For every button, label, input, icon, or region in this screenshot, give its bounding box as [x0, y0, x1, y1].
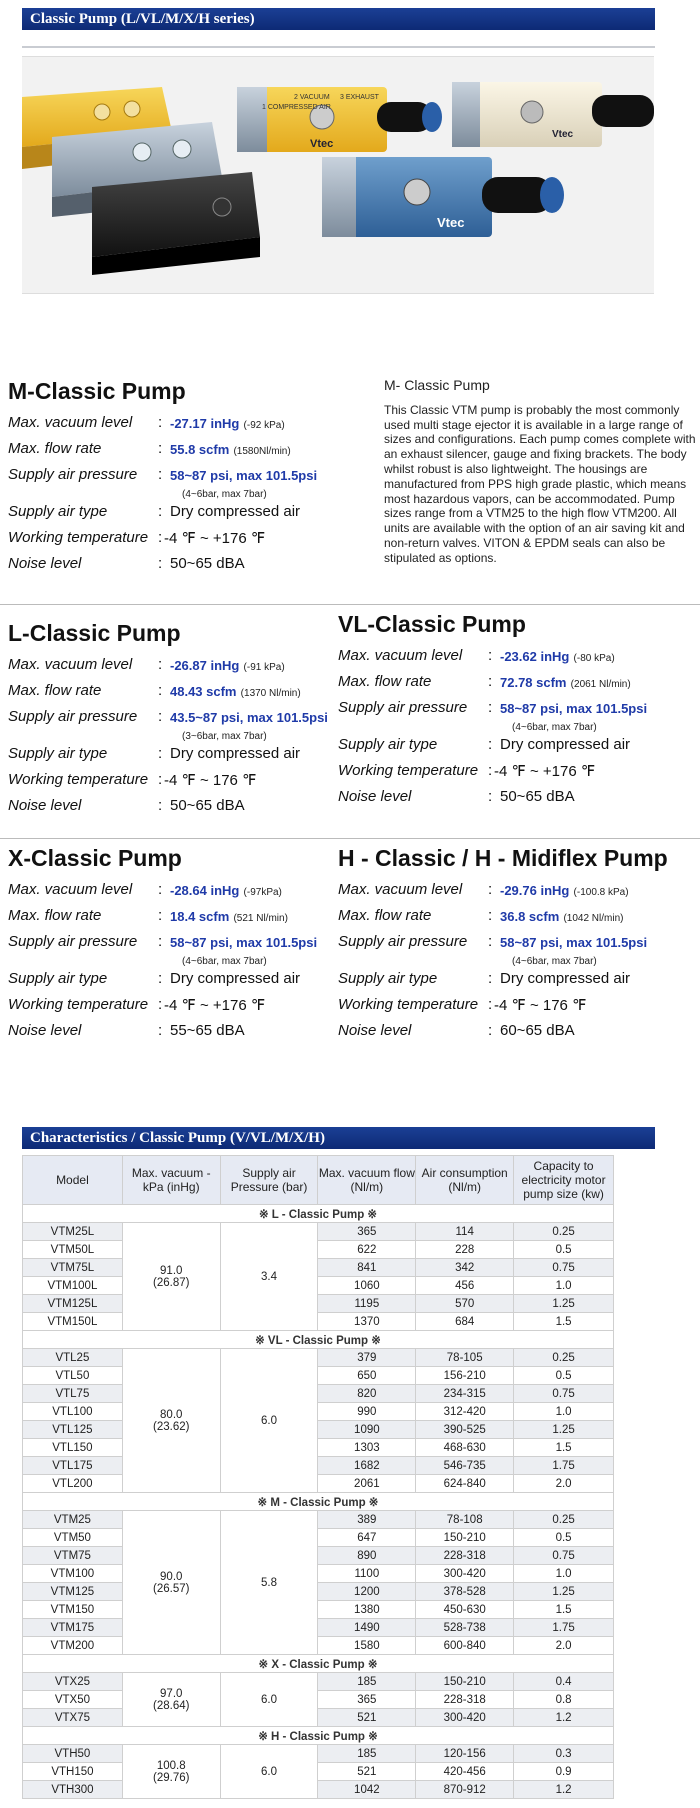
table-cell: 234-315	[416, 1385, 514, 1403]
vacuum-inhg: (28.64)	[153, 1699, 190, 1712]
table-row	[23, 1691, 614, 1709]
section-title: ※ H - Classic Pump ※	[23, 1727, 614, 1745]
spec-label: Noise level	[338, 1022, 412, 1039]
spec-label: Max. vacuum level	[338, 881, 463, 898]
brand-logo: Vtec	[552, 129, 574, 140]
table-cell: 150-210	[416, 1529, 514, 1547]
column-header: Max. vacuum -kPa (inHg)	[122, 1156, 220, 1205]
table-row	[23, 1619, 614, 1637]
table-cell: 2061	[318, 1475, 416, 1493]
column-header: Model	[23, 1156, 123, 1205]
table-cell: 890	[318, 1547, 416, 1565]
table-cell: VTL25	[23, 1349, 123, 1367]
table-cell: 1.25	[514, 1583, 614, 1601]
table-cell: 1.2	[514, 1709, 614, 1727]
pump-illustration	[22, 57, 654, 293]
section-title: ※ M - Classic Pump ※	[23, 1493, 614, 1511]
description-title: M- Classic Pump	[384, 377, 490, 393]
characteristics-table	[22, 1155, 614, 1799]
table-row	[23, 1403, 614, 1421]
section-title: ※ X - Classic Pump ※	[23, 1655, 614, 1673]
divider	[22, 46, 655, 48]
table-body	[23, 1205, 614, 1799]
table-cell: 624-840	[416, 1475, 514, 1493]
table-cell: 0.5	[514, 1529, 614, 1547]
spec-label: Max. flow rate	[338, 673, 432, 690]
table-cell: 0.25	[514, 1223, 614, 1241]
section-title: ※ L - Classic Pump ※	[23, 1205, 614, 1223]
spec-label: Working temperature	[8, 529, 149, 546]
table-cell: VTL50	[23, 1367, 123, 1385]
table-cell: 1682	[318, 1457, 416, 1475]
table-cell: 450-630	[416, 1601, 514, 1619]
table-cell: VTM175	[23, 1619, 123, 1637]
spec-value: -29.76 inHg	[500, 883, 570, 898]
spec-label: Max. vacuum level	[338, 647, 463, 664]
table-row	[23, 1259, 614, 1277]
table-cell: 684	[416, 1313, 514, 1331]
table-header-row	[23, 1156, 614, 1205]
table-cell: 622	[318, 1241, 416, 1259]
table-cell: 120-156	[416, 1745, 514, 1763]
vacuum-inhg: (29.76)	[153, 1771, 190, 1784]
table-cell: 185	[318, 1745, 416, 1763]
spec-label: Noise level	[8, 555, 82, 572]
vacuum-kpa: 97.0	[160, 1687, 183, 1700]
table-row	[23, 1241, 614, 1259]
spec-value: -4 ℉ ~ 176 ℉	[494, 997, 587, 1014]
table-cell: 0.25	[514, 1349, 614, 1367]
table-row	[23, 1511, 614, 1529]
spec-label: Supply air type	[8, 745, 108, 762]
table-row	[23, 1367, 614, 1385]
divider	[0, 838, 700, 839]
table-cell: 990	[318, 1403, 416, 1421]
spec-label: Noise level	[8, 1022, 82, 1039]
spec-value: Dry compressed air	[170, 745, 301, 762]
table-cell: VTX75	[23, 1709, 123, 1727]
vacuum-cell	[122, 1511, 220, 1655]
spec-value: 58~87 psi, max 101.5psi	[170, 468, 318, 483]
table-cell: 1370	[318, 1313, 416, 1331]
table-cell: 1.5	[514, 1601, 614, 1619]
table-row	[23, 1763, 614, 1781]
spec-label: Noise level	[338, 788, 412, 805]
table-cell: 528-738	[416, 1619, 514, 1637]
spec-sub: (4~6bar, max 7bar)	[182, 956, 267, 967]
spec-sub: (-92 kPa)	[243, 420, 285, 431]
table-cell: 0.75	[514, 1385, 614, 1403]
table-cell: 389	[318, 1511, 416, 1529]
table-cell: VTL175	[23, 1457, 123, 1475]
table-cell: 521	[318, 1709, 416, 1727]
table-section-row	[23, 1727, 614, 1745]
table-row	[23, 1529, 614, 1547]
spec-label: Working temperature	[338, 996, 479, 1013]
spec-label: Working temperature	[8, 996, 149, 1013]
table-cell: VTM150	[23, 1601, 123, 1619]
spec-value: 55.8 scfm	[170, 442, 230, 457]
spec-label: Working temperature	[8, 771, 149, 788]
spec-sub: (-97kPa)	[243, 887, 282, 898]
table-cell: 1042	[318, 1781, 416, 1799]
table-row	[23, 1457, 614, 1475]
spec-label: Supply air pressure	[8, 933, 138, 950]
table-cell: 0.8	[514, 1691, 614, 1709]
table-row	[23, 1673, 614, 1691]
spec-sub: (1580Nl/min)	[233, 446, 291, 457]
table-cell: 378-528	[416, 1583, 514, 1601]
table-row	[23, 1637, 614, 1655]
section-title: ※ VL - Classic Pump ※	[23, 1331, 614, 1349]
table-header-bar: Characteristics / Classic Pump (V/VL/M/X/H)	[22, 1127, 655, 1149]
table-cell: 1090	[318, 1421, 416, 1439]
spec-label: Supply air pressure	[338, 699, 468, 716]
table-cell: VTM50	[23, 1529, 123, 1547]
m-classic-specs: M-Classic Pump Max. vacuum level : -27.17 inHg (-92 kPa) Max. flow rate : 55.8 scfm (1580Nl/min) Supply air pressure : 58~87 psi, max 101.5psi (4~6bar, max 7bar) Supply air type : Dry compressed air Working temperature : -4 ℉ ~ +176 ℉ Noise level : 50~65 dBA	[8, 378, 378, 578]
spec-label: Supply air type	[8, 503, 108, 520]
table-cell: VTM125	[23, 1583, 123, 1601]
h-classic-title: H - Classic / H - Midiflex Pump	[338, 845, 668, 871]
spec-value: 18.4 scfm	[170, 909, 230, 924]
table-row	[23, 1223, 614, 1241]
spec-sub: (-91 kPa)	[243, 662, 285, 673]
table-cell: VTM25L	[23, 1223, 123, 1241]
vacuum-inhg: (26.87)	[153, 1276, 190, 1289]
table-cell: 1060	[318, 1277, 416, 1295]
spec-value: -4 ℉ ~ +176 ℉	[164, 530, 266, 547]
table-row	[23, 1313, 614, 1331]
vl-classic-title: VL-Classic Pump	[338, 611, 526, 637]
spec-label: Max. flow rate	[8, 907, 102, 924]
table-cell: 3.4	[220, 1223, 318, 1331]
spec-value: 58~87 psi, max 101.5psi	[170, 935, 318, 950]
table-cell: 228	[416, 1241, 514, 1259]
table-section-row	[23, 1655, 614, 1673]
spec-value: 55~65 dBA	[170, 1022, 245, 1039]
spec-value: Dry compressed air	[170, 503, 301, 520]
spec-sub: (-100.8 kPa)	[573, 887, 629, 898]
spec-value: 58~87 psi, max 101.5psi	[500, 701, 648, 716]
table-cell: 1.75	[514, 1619, 614, 1637]
table-cell: 1200	[318, 1583, 416, 1601]
table-cell: 1580	[318, 1637, 416, 1655]
table-cell: 2.0	[514, 1475, 614, 1493]
spec-value: Dry compressed air	[500, 736, 631, 753]
table-cell: 228-318	[416, 1547, 514, 1565]
table-cell: 1303	[318, 1439, 416, 1457]
spec-value: -23.62 inHg	[500, 649, 570, 664]
table-cell: 6.0	[220, 1349, 318, 1493]
spec-value: -27.17 inHg	[170, 416, 240, 431]
spec-value: -4 ℉ ~ 176 ℉	[164, 772, 257, 789]
table-cell: 300-420	[416, 1565, 514, 1583]
column-header: Max. vacuum flow (Nl/m)	[318, 1156, 416, 1205]
spec-value: 50~65 dBA	[170, 797, 245, 814]
table-cell: VTH50	[23, 1745, 123, 1763]
table-cell: VTM125L	[23, 1295, 123, 1313]
spec-sub: (4~6bar, max 7bar)	[512, 956, 597, 967]
vacuum-kpa: 90.0	[160, 1570, 183, 1583]
table-cell: 0.9	[514, 1763, 614, 1781]
spec-label: Max. flow rate	[338, 907, 432, 924]
table-row	[23, 1349, 614, 1367]
m-classic-title: M-Classic Pump	[8, 378, 186, 404]
spec-label: Max. flow rate	[8, 682, 102, 699]
table-cell: 468-630	[416, 1439, 514, 1457]
vacuum-kpa: 91.0	[160, 1264, 183, 1277]
brand-logo: Vtec	[437, 215, 465, 230]
l-classic-specs: L-Classic Pump Max. vacuum level : -26.87 inHg (-91 kPa) Max. flow rate : 48.43 scfm (1370 Nl/min) Supply air pressure : 43.5~87 psi, max 101.5psi (3~6bar, max 7bar) Supply air type : Dry compressed air Working temperature : -4 ℉ ~ 176 ℉ Noise level : 50~65 dBA	[8, 620, 338, 820]
table-cell: 5.8	[220, 1511, 318, 1655]
product-photo	[22, 56, 654, 294]
table-cell: VTM200	[23, 1637, 123, 1655]
spec-value: 50~65 dBA	[170, 555, 245, 572]
table-cell: VTH150	[23, 1763, 123, 1781]
spec-value: 43.5~87 psi, max 101.5psi	[170, 710, 328, 725]
column-header: Supply air Pressure (bar)	[220, 1156, 318, 1205]
spec-label: Supply air type	[338, 736, 438, 753]
table-cell: VTM75L	[23, 1259, 123, 1277]
table-cell: 650	[318, 1367, 416, 1385]
table-cell: 2.0	[514, 1637, 614, 1655]
spec-sub: (3~6bar, max 7bar)	[182, 731, 267, 742]
table-cell: 1.2	[514, 1781, 614, 1799]
x-classic-specs: X-Classic Pump Max. vacuum level : -28.64 inHg (-97kPa) Max. flow rate : 18.4 scfm (521 Nl/min) Supply air pressure : 58~87 psi, max 101.5psi (4~6bar, max 7bar) Supply air type : Dry compressed air Working temperature : -4 ℉ ~ +176 ℉ Noise level : 55~65 dBA	[8, 845, 338, 1045]
table-row	[23, 1583, 614, 1601]
table-cell: 570	[416, 1295, 514, 1313]
vacuum-cell	[122, 1349, 220, 1493]
table-cell: 6.0	[220, 1745, 318, 1799]
table-cell: 379	[318, 1349, 416, 1367]
table-cell: 300-420	[416, 1709, 514, 1727]
spec-value: Dry compressed air	[170, 970, 301, 987]
table-row	[23, 1475, 614, 1493]
table-cell: VTL75	[23, 1385, 123, 1403]
table-row	[23, 1745, 614, 1763]
spec-sub: (1370 Nl/min)	[240, 688, 301, 699]
spec-value: -4 ℉ ~ +176 ℉	[164, 997, 266, 1014]
table-cell: 0.3	[514, 1745, 614, 1763]
table-cell: 114	[416, 1223, 514, 1241]
spec-label: Supply air type	[338, 970, 438, 987]
spec-value: -4 ℉ ~ +176 ℉	[494, 763, 596, 780]
table-cell: 1.75	[514, 1457, 614, 1475]
spec-value: 72.78 scfm	[500, 675, 567, 690]
spec-label: Supply air pressure	[8, 708, 138, 725]
table-row	[23, 1295, 614, 1313]
table-cell: 600-840	[416, 1637, 514, 1655]
table-cell: 1.5	[514, 1439, 614, 1457]
table-row	[23, 1547, 614, 1565]
table-cell: 546-735	[416, 1457, 514, 1475]
vacuum-cell	[122, 1223, 220, 1331]
table-cell: 0.25	[514, 1511, 614, 1529]
spec-value: -28.64 inHg	[170, 883, 240, 898]
spec-value: 50~65 dBA	[500, 788, 575, 805]
spec-label: Supply air type	[8, 970, 108, 987]
header-bar: Classic Pump (L/VL/M/X/H series)	[22, 8, 655, 30]
spec-label: Max. vacuum level	[8, 656, 133, 673]
table-cell: 1.0	[514, 1403, 614, 1421]
table-cell: 420-456	[416, 1763, 514, 1781]
label-vacuum: 2 VACUUM	[294, 94, 330, 101]
spec-label: Max. vacuum level	[8, 881, 133, 898]
vacuum-kpa: 100.8	[156, 1759, 186, 1772]
spec-label: Supply air pressure	[8, 466, 138, 483]
table-cell: 312-420	[416, 1403, 514, 1421]
table-cell: 820	[318, 1385, 416, 1403]
spec-label: Max. vacuum level	[8, 414, 133, 431]
table-cell: 870-912	[416, 1781, 514, 1799]
table-cell: VTH300	[23, 1781, 123, 1799]
divider	[0, 604, 700, 605]
table-cell: 456	[416, 1277, 514, 1295]
spec-sub: (521 Nl/min)	[233, 913, 288, 924]
table-cell: 342	[416, 1259, 514, 1277]
spec-sub: (2061 Nl/min)	[570, 679, 631, 690]
table-cell: 0.5	[514, 1367, 614, 1385]
table-cell: VTX25	[23, 1673, 123, 1691]
spec-sub: (-80 kPa)	[573, 653, 615, 664]
table-cell: 185	[318, 1673, 416, 1691]
table-row	[23, 1709, 614, 1727]
table-row	[23, 1601, 614, 1619]
h-classic-specs: H - Classic / H - Midiflex Pump Max. vacuum level : -29.76 inHg (-100.8 kPa) Max. flow rate : 36.8 scfm (1042 Nl/min) Supply air pressure : 58~87 psi, max 101.5psi (4~6bar, max 7bar) Supply air type : Dry compressed air Working temperature : -4 ℉ ~ 176 ℉ Noise level : 60~65 dBA	[338, 845, 698, 1045]
table-cell: 521	[318, 1763, 416, 1781]
table-cell: 0.75	[514, 1259, 614, 1277]
table-cell: 1490	[318, 1619, 416, 1637]
table-cell: VTX50	[23, 1691, 123, 1709]
table-cell: 1380	[318, 1601, 416, 1619]
spec-value: Dry compressed air	[500, 970, 631, 987]
spec-label: Supply air pressure	[338, 933, 468, 950]
spec-label: Working temperature	[338, 762, 479, 779]
vacuum-kpa: 80.0	[160, 1408, 183, 1421]
table-cell: 1.25	[514, 1295, 614, 1313]
table-cell: VTL200	[23, 1475, 123, 1493]
table-row	[23, 1277, 614, 1295]
table-cell: VTM100L	[23, 1277, 123, 1295]
table-cell: 78-108	[416, 1511, 514, 1529]
spec-label: Max. flow rate	[8, 440, 102, 457]
table-cell: 1100	[318, 1565, 416, 1583]
table-cell: VTL150	[23, 1439, 123, 1457]
label-compressed-air: 1 COMPRESSED AIR	[262, 104, 331, 111]
table-row	[23, 1421, 614, 1439]
table-cell: VTM50L	[23, 1241, 123, 1259]
table-cell: VTM100	[23, 1565, 123, 1583]
vacuum-cell	[122, 1673, 220, 1727]
l-classic-title: L-Classic Pump	[8, 620, 181, 646]
table-cell: 1.5	[514, 1313, 614, 1331]
table-row	[23, 1439, 614, 1457]
table-cell: 6.0	[220, 1673, 318, 1727]
description-text: This Classic VTM pump is probably the most commonly used multi stage ejector it is available in a large range of sizes and configurations. Each pump comes complete with an exhaust silencer, gauge and fixing brackets. The body whilst robust is also lightweight. The housings are manufactured from PPS high grade plastic, which means most hazardous vapors, can be accommodated. Pump sizes range from a VTM25 to the high flow VTM200. All units are available with the option of an air saving kit and non-return valves. VITON & EPDM seals can also be stipulated as options.	[384, 402, 696, 565]
table-cell: VTM150L	[23, 1313, 123, 1331]
table-row	[23, 1781, 614, 1799]
vacuum-inhg: (23.62)	[153, 1420, 190, 1433]
table-cell: 1.0	[514, 1277, 614, 1295]
spec-value: 48.43 scfm	[170, 684, 237, 699]
table-cell: 0.5	[514, 1241, 614, 1259]
table-cell: 1.25	[514, 1421, 614, 1439]
table-cell: 1195	[318, 1295, 416, 1313]
spec-value: 60~65 dBA	[500, 1022, 575, 1039]
table-section-row	[23, 1331, 614, 1349]
table-cell: VTM25	[23, 1511, 123, 1529]
m-classic-description	[384, 378, 700, 566]
column-header: Air consumption (Nl/m)	[416, 1156, 514, 1205]
spec-value: -26.87 inHg	[170, 658, 240, 673]
table-cell: 390-525	[416, 1421, 514, 1439]
table-cell: 150-210	[416, 1673, 514, 1691]
brand-logo: Vtec	[310, 138, 334, 150]
table-cell: VTM75	[23, 1547, 123, 1565]
spec-value: 58~87 psi, max 101.5psi	[500, 935, 648, 950]
table-cell: 228-318	[416, 1691, 514, 1709]
x-classic-title: X-Classic Pump	[8, 845, 182, 871]
spec-sub: (4~6bar, max 7bar)	[182, 489, 267, 500]
table-cell: 365	[318, 1223, 416, 1241]
spec-value: 36.8 scfm	[500, 909, 560, 924]
spec-sub: (4~6bar, max 7bar)	[512, 722, 597, 733]
vl-classic-specs: VL-Classic Pump Max. vacuum level : -23.62 inHg (-80 kPa) Max. flow rate : 72.78 scfm (2061 Nl/min) Supply air pressure : 58~87 psi, max 101.5psi (4~6bar, max 7bar) Supply air type : Dry compressed air Working temperature : -4 ℉ ~ +176 ℉ Noise level : 50~65 dBA	[338, 611, 698, 811]
table-row	[23, 1385, 614, 1403]
table-cell: VTL125	[23, 1421, 123, 1439]
spec-sub: (1042 Nl/min)	[563, 913, 624, 924]
table-cell: 156-210	[416, 1367, 514, 1385]
table-cell: 0.75	[514, 1547, 614, 1565]
label-exhaust: 3 EXHAUST	[340, 94, 379, 101]
table-section-row	[23, 1205, 614, 1223]
table-cell: 647	[318, 1529, 416, 1547]
table-row	[23, 1565, 614, 1583]
table-section-row	[23, 1493, 614, 1511]
column-header: Capacity to electricity motor pump size (kw)	[514, 1156, 614, 1205]
spec-label: Noise level	[8, 797, 82, 814]
table-cell: 0.4	[514, 1673, 614, 1691]
vacuum-cell	[122, 1745, 220, 1799]
vacuum-inhg: (26.57)	[153, 1582, 190, 1595]
table-cell: 841	[318, 1259, 416, 1277]
table-cell: 1.0	[514, 1565, 614, 1583]
table-cell: VTL100	[23, 1403, 123, 1421]
table-cell: 78-105	[416, 1349, 514, 1367]
table-cell: 365	[318, 1691, 416, 1709]
